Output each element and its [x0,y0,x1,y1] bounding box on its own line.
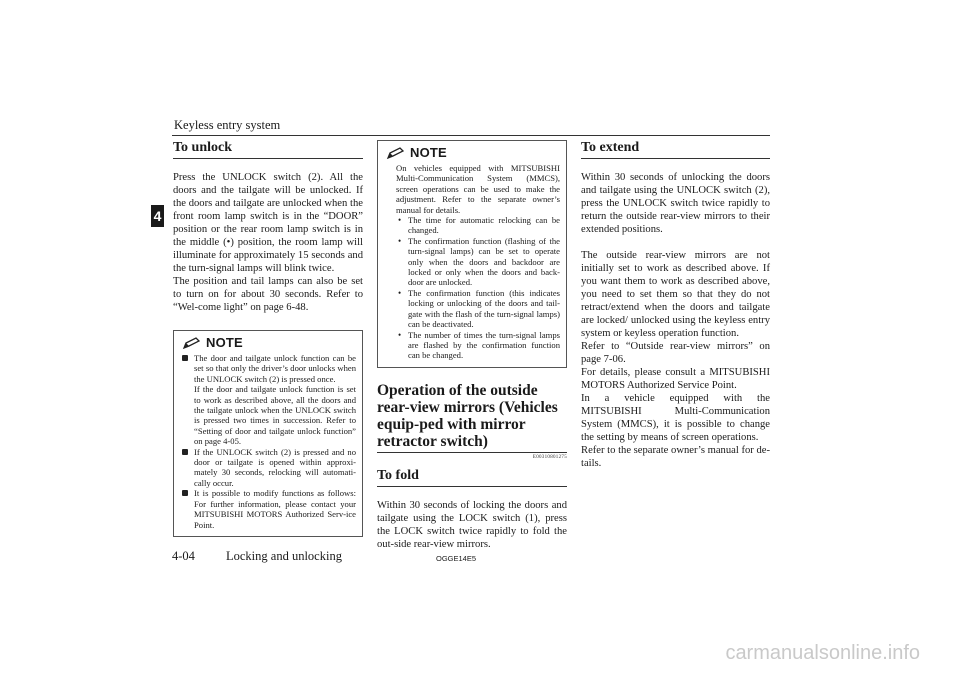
note-item-text: The confirmation function (flashing of the turn-signal lamps) can be set to operate only when the doors and backdoor are locked or only when the doors and back-door are unlocked. [408,235,560,288]
bullet-dot-icon: • [398,329,402,340]
to-extend-paragraph: Within 30 seconds of unlocking the doors and tailgate using the UNLOCK switch (2), press the UNLOCK switch twice rapidly to return the outside rear-view mirrors to their extended positions. [581,172,770,235]
footer-doc-code: OGGE14E5 [436,554,477,563]
note-header [182,335,356,350]
note-list [182,353,356,530]
note-item [182,447,356,489]
to-fold-heading: To fold [377,468,567,487]
to-extend-paragraph: Refer to the separate owner’s manual for de-tails. [581,445,770,469]
note-pencil-icon [386,146,408,160]
to-extend-paragraph: For details, please consult a MITSUBISHI MOTORS Authorized Service Point. [581,367,770,391]
column-middle [377,140,567,551]
mirrors-heading: Operation of the outside rear-view mirrors (Vehicles equip-ped with mirror retractor switch) [377,381,558,450]
note-dot-item [396,330,560,361]
note-item-text: It is possible to modify functions as follows: For further information, please contact your MITSUBISHI MOTORS Authorized Serv-ice Point. [194,488,356,530]
note-dot-item [396,215,560,236]
bullet-square-icon [182,355,188,361]
mirrors-heading-block [377,382,567,453]
column-right [581,140,770,470]
note-item-text: If the UNLOCK switch (2) is pressed and no door or tailgate is opened within approxi-mately 30 seconds, relocking will automati-cally occur. [194,446,356,488]
note-pencil-icon [182,336,204,350]
note-item-text: The confirmation function (this indicates locking or unlocking of the doors and tail-gate with the flash of the turn-signal lamps) can be deactivated. [408,287,560,330]
bullet-square-icon [182,490,188,496]
note-item-text: The number of times the turn-signal lamps are flashed by the confirmation function can be changed. [408,329,560,361]
footer-page-number: 4-04 [172,549,195,563]
note-item-text: If the door and tailgate unlock function is set to work as described above, all the doors and the tailgate unlock when the UNLOCK switch is pressed two times in succession. Refer to “Setting of door and tailgate unlock function” on page 4-05. [194,384,356,447]
note-item [182,353,356,447]
note-item-text: The time for automatic relocking can be changed. [408,215,560,236]
note-label: NOTE [410,145,447,160]
running-header: Keyless entry system [174,118,281,132]
header-rule [172,135,770,136]
note-intro-text: On vehicles equipped with MITSUBISHI Multi-Communication System (MMCS), screen operations can be used to make the adjustment. Refer to the separate owner’s manual for details. [396,163,560,215]
note-header [386,145,560,160]
note-item-text: The door and tailgate unlock function can be set so that only the driver’s door unlocks when the UNLOCK switch (2) is pressed once. [194,353,356,384]
to-unlock-paragraph-2: The position and tail lamps can also be set to turn on for about 30 seconds. Refer to “Wel-come light” on page 6-48. [173,276,363,313]
note-dot-list [386,215,560,361]
bullet-dot-icon: • [398,235,402,246]
note-box-mmcs [377,140,567,368]
column-left [173,140,363,537]
to-unlock-paragraph-1: Press the UNLOCK switch (2). All the doors and the tailgate will be unlocked. If the doors and tailgate are unlocked when the front room lamp switch is in the “DOOR” position or the rear room lamp switch is in the middle (•) position, the room lamp will illuminate for approximately 15 seconds and the turn-signal lamps will blink twice. [173,172,363,274]
to-fold-text: Within 30 seconds of locking the doors and tailgate using the LOCK switch (1), press the LOCK switch twice rapidly to fold the out-side rear-view mirrors. [377,499,567,550]
note-dot-item [396,236,560,288]
to-extend-paragraph: The outside rear-view mirrors are not initially set to work as described above. If you want them to work as described above, you need to set them so that they do not retract/extend when the doors and tailgate are locked/ unlocked using the keyless entry system or keyless operation function. [581,250,770,339]
to-extend-paragraph: Refer to “Outside rear-view mirrors” on page 7-06. [581,341,770,365]
bullet-dot-icon: • [398,287,402,298]
to-extend-heading: To extend [581,140,770,159]
chapter-tab: 4 [151,205,164,227]
section-code: E00310801275 [532,454,567,460]
footer-section-title: Locking and unlocking [226,549,342,563]
bullet-square-icon [182,449,188,455]
note-item [182,488,356,530]
to-unlock-heading: To unlock [173,140,363,159]
watermark: carmanualsonline.info [725,642,920,664]
note-dot-item [396,288,560,330]
note-label: NOTE [206,335,243,350]
to-extend-paragraph: In a vehicle equipped with the MITSUBISHI Multi-Communication System (MMCS), it is possible to change the setting by means of screen operations. [581,393,770,443]
bullet-dot-icon: • [398,215,402,226]
note-box-unlock [173,330,363,537]
